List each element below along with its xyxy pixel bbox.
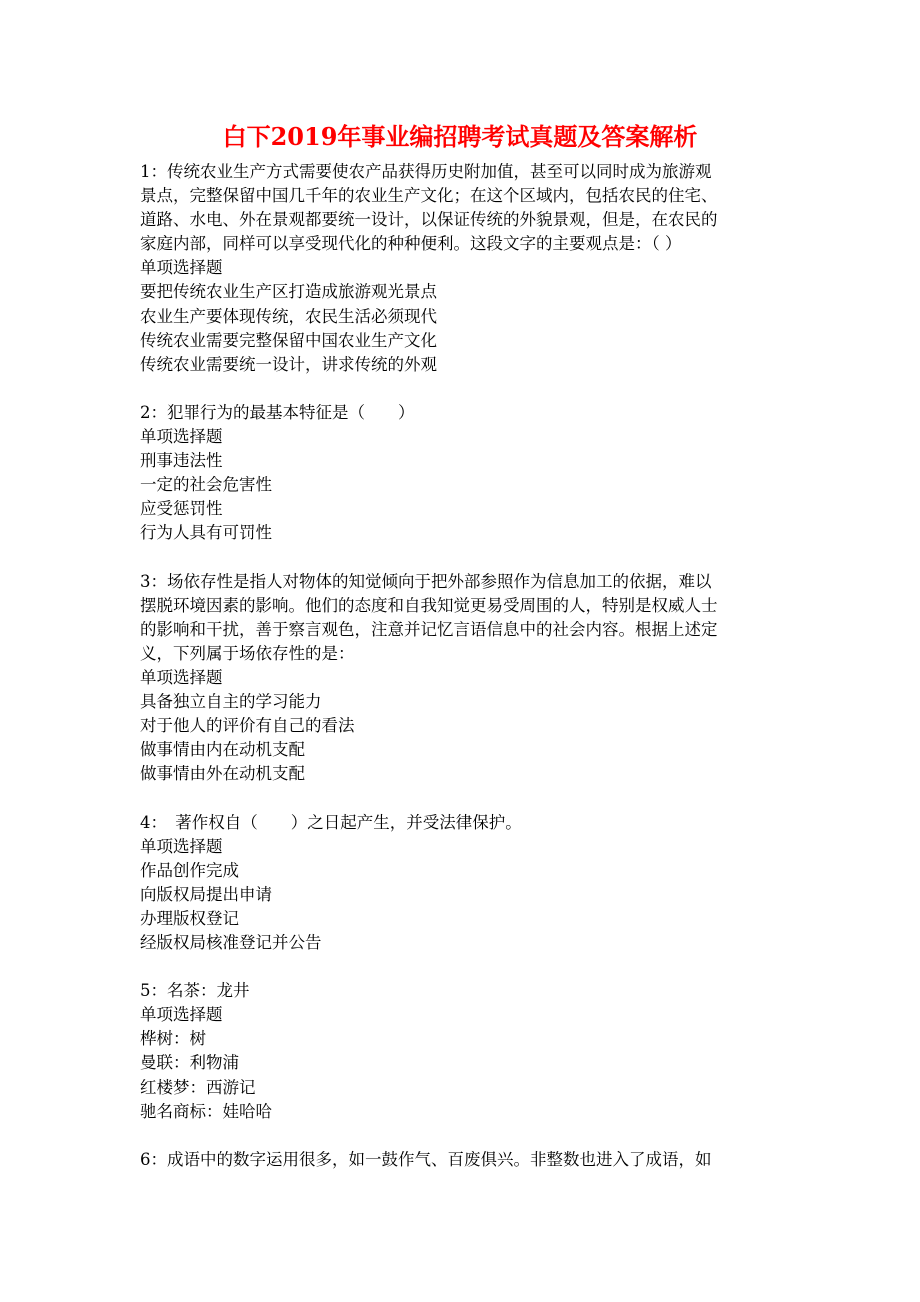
option-d: 驰名商标：娃哈哈 (140, 1101, 272, 1121)
option-d: 做事情由外在动机支配 (140, 764, 305, 784)
question-type: 单项选择题 (140, 836, 223, 856)
option-a: 刑事违法性 (140, 451, 223, 471)
question-stem (140, 401, 785, 425)
stem-line: 6：成语中的数字运用很多，如一鼓作气、百废俱兴。非整数也进入了成语，如 (140, 1149, 712, 1169)
stem-line: 3：场依存性是指人对物体的知觉倾向于把外部参照作为信息加工的依据，难以 (140, 571, 712, 591)
option-d: 行为人具有可罚性 (140, 523, 272, 543)
question-list (140, 160, 785, 1196)
option-b: 一定的社会危害性 (140, 475, 272, 495)
question-5 (140, 979, 785, 1124)
option-c: 传统农业需要完整保留中国农业生产文化 (140, 330, 437, 350)
question-type: 单项选择题 (140, 1005, 223, 1025)
stem-line: 景点，完整保留中国几千年的农业生产文化；在这个区域内，包括农民的住宅、 (140, 186, 718, 206)
option-a: 具备独立自主的学习能力 (140, 692, 322, 712)
option-a: 要把传统农业生产区打造成旅游观光景点 (140, 282, 437, 302)
stem-line: 义，下列属于场依存性的是： (140, 643, 355, 663)
option-d: 传统农业需要统一设计，讲求传统的外观 (140, 354, 437, 374)
stem-line: 家庭内部，同样可以享受现代化的种种便利。这段文字的主要观点是：（ ） (140, 234, 682, 254)
option-b: 农业生产要体现传统，农民生活必须现代 (140, 306, 437, 326)
question-4 (140, 811, 785, 956)
document-title: 白下2019年事业编招聘考试真题及答案解析 (222, 122, 698, 151)
question-6 (140, 1148, 785, 1172)
question-stem (140, 160, 785, 256)
stem-line: 道路、水电、外在景观都要统一设计，以保证传统的外貌景观，但是，在农民的 (140, 210, 718, 230)
option-b: 对于他人的评价有自己的看法 (140, 716, 355, 736)
question-stem (140, 811, 785, 835)
question-stem (140, 570, 785, 666)
option-c: 办理版权登记 (140, 908, 239, 928)
option-d: 经版权局核准登记并公告 (140, 933, 322, 952)
stem-line: 5：名茶：龙井 (140, 981, 250, 1001)
option-a: 作品创作完成 (140, 860, 239, 880)
question-1 (140, 160, 785, 377)
option-c: 应受惩罚性 (140, 499, 223, 519)
question-3 (140, 570, 785, 787)
stem-line: 1：传统农业生产方式需要使农产品获得历史附加值，甚至可以同时成为旅游观 (140, 162, 712, 181)
option-b: 曼联：利物浦 (140, 1053, 239, 1073)
question-2 (140, 401, 785, 546)
question-type: 单项选择题 (140, 427, 223, 447)
question-type: 单项选择题 (140, 667, 223, 687)
stem-line: 4： 著作权自（ ）之日起产生，并受法律保护。 (140, 812, 522, 832)
stem-line: 的影响和干扰，善于察言观色，注意并记忆言语信息中的社会内容。根据上述定 (140, 619, 718, 639)
question-type: 单项选择题 (140, 258, 223, 278)
question-stem (140, 1148, 785, 1172)
stem-line: 摆脱环境因素的影响。他们的态度和自我知觉更易受周围的人，特别是权威人士 (140, 595, 718, 615)
option-a: 桦树：树 (140, 1029, 206, 1049)
option-b: 向版权局提出申请 (140, 884, 272, 904)
option-c: 红楼梦：西游记 (140, 1077, 256, 1097)
question-stem (140, 979, 785, 1003)
stem-line: 2：犯罪行为的最基本特征是（ ） (140, 402, 415, 422)
option-c: 做事情由内在动机支配 (140, 740, 305, 760)
